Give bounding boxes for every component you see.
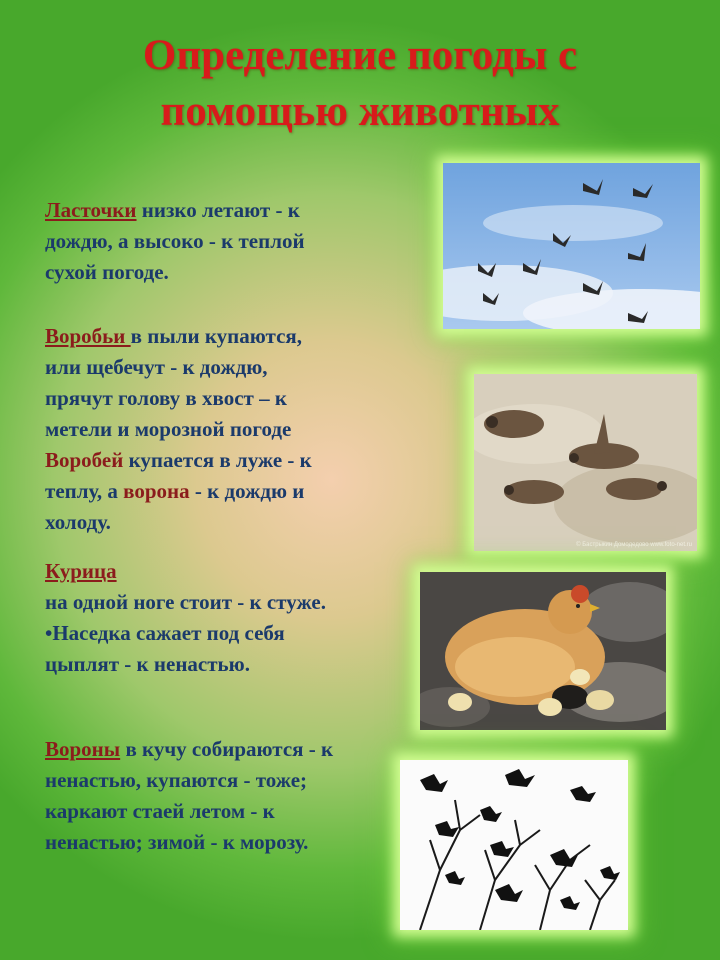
- swallows-line-1: [45, 195, 305, 226]
- crows-line-4: ненастью; зимой - к морозу.: [45, 830, 309, 854]
- sparrows-line-6: [45, 476, 312, 507]
- title-line-2: помощью животных: [160, 88, 560, 135]
- swallows-line-1-rest: низко летают - к: [136, 198, 300, 222]
- sparrows-name: Воробьи: [45, 324, 131, 348]
- crows-line-3: каркают стаей летом - к: [45, 799, 275, 823]
- crows-paragraph: [45, 734, 333, 858]
- swallows-photo: [443, 163, 700, 329]
- sparrows-paragraph: [45, 321, 312, 538]
- hen-line-4: цыплят - к ненастью.: [45, 652, 250, 676]
- hen-photo: [420, 572, 666, 730]
- sparrows-line-6-start: теплу, а: [45, 479, 124, 503]
- sparrows-line-3: прячут голову в хвост – к: [45, 386, 287, 410]
- swallows-image: [443, 163, 700, 329]
- sparrows-line-7: холоду.: [45, 510, 111, 534]
- sparrows-photo: [474, 374, 697, 551]
- crows-line-2: ненастью, купаются - тоже;: [45, 768, 308, 792]
- swallows-paragraph: [45, 195, 305, 288]
- sparrows-line-6-rest: - к дождю и: [189, 479, 305, 503]
- title-line-1: Определение погоды с: [142, 32, 578, 79]
- hen-image: [420, 572, 666, 730]
- crow-word: ворона: [123, 479, 190, 503]
- sparrow-word: Воробей: [45, 448, 124, 472]
- slide-title: [0, 28, 720, 140]
- swallows-line-3: сухой погоде.: [45, 260, 169, 284]
- hen-paragraph: [45, 556, 326, 680]
- sparrows-line-1-rest: в пыли купаются,: [130, 324, 303, 348]
- sparrows-line-5-rest: купается в луже - к: [123, 448, 312, 472]
- sparrows-line-1: [45, 321, 312, 352]
- swallows-name: Ласточки: [45, 198, 137, 222]
- crows-line-1: [45, 734, 333, 765]
- sparrows-line-4: метели и морозной погоде: [45, 417, 292, 441]
- sparrows-line-2: или щебечут - к дождю,: [45, 355, 268, 379]
- crows-line-1-rest: в кучу собираются - к: [120, 737, 334, 761]
- hen-line-3: •Наседка сажает под себя: [45, 621, 285, 645]
- crows-image: [400, 760, 628, 930]
- crows-photo: [400, 760, 628, 930]
- swallows-line-2: дождю, а высоко - к теплой: [45, 229, 305, 253]
- photo-watermark: © Бастрыкин Домодедово www.foto-net.ru: [576, 542, 692, 548]
- sparrows-line-5: [45, 445, 312, 476]
- crows-name: Вороны: [45, 737, 121, 761]
- hen-name: Курица: [45, 559, 117, 583]
- sparrows-image: [474, 374, 697, 551]
- hen-line-2: на одной ноге стоит - к стуже.: [45, 590, 326, 614]
